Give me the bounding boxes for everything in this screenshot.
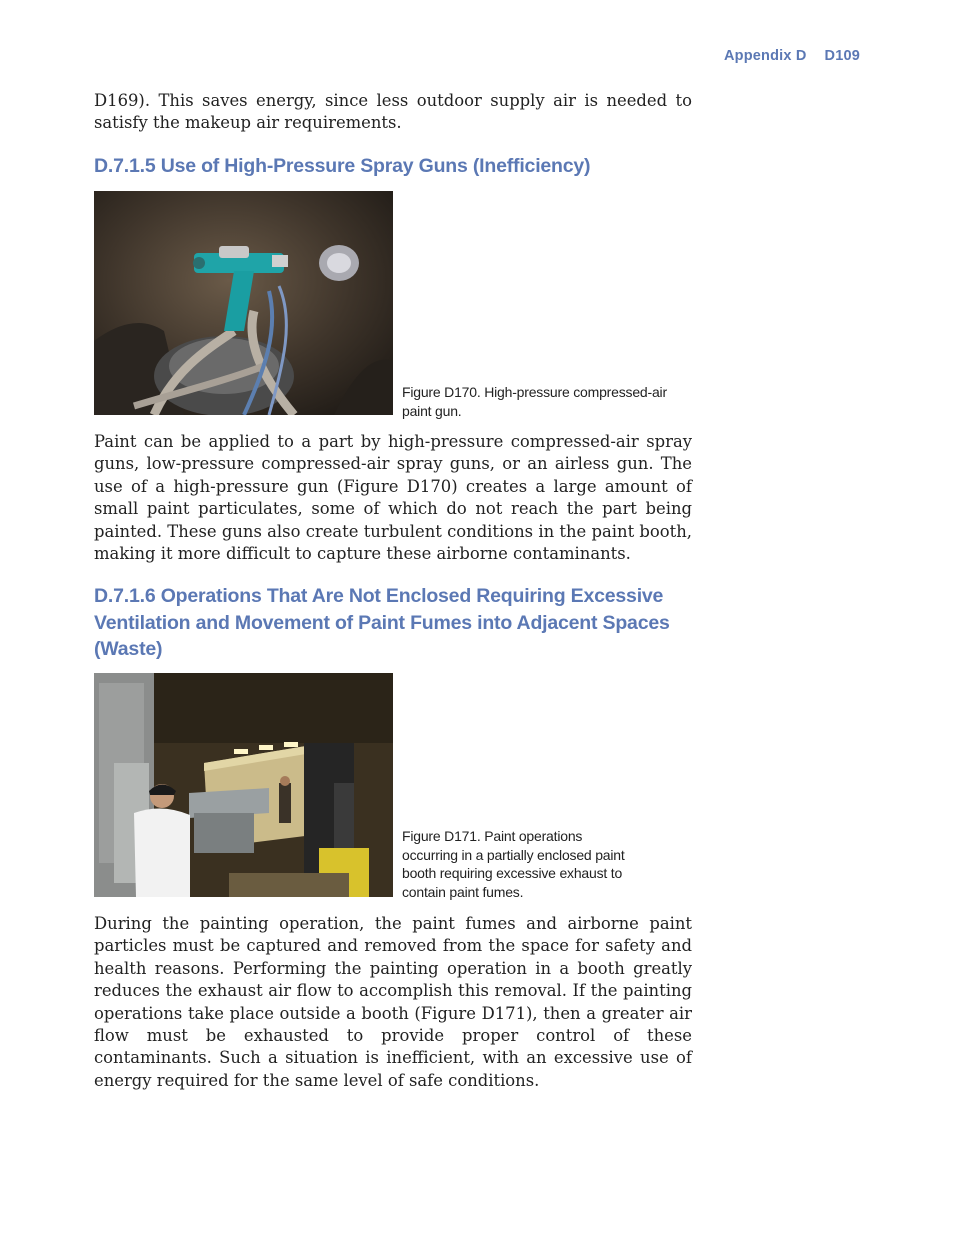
caption-line: paint gun. <box>402 402 462 419</box>
figure-d171-caption <box>402 827 692 901</box>
paragraph-intro: D169). This saves energy, since less outdoor supply air is needed to satisfy the makeup air requirements. <box>94 91 692 133</box>
caption-line: contain paint fumes. <box>402 883 524 900</box>
running-head-section: Appendix D <box>723 48 807 64</box>
page-number: D109 <box>824 48 860 64</box>
section-heading-d715: D.7.1.5 Use of High-Pressure Spray Guns (Inefficiency) <box>94 155 591 177</box>
heading-line: D.7.1.6 Operations That Are Not Enclosed Requiring Excessive <box>94 585 664 607</box>
heading-line: (Waste) <box>94 638 163 660</box>
paragraph-spray-guns: Paint can be applied to a part by high-pressure compressed-air spray guns, low-pressure compressed-air spray guns, or an airless gun. The use of a high-pressure gun (Figure D170) creates a large amount of small paint particulates, some of which do not reach the part being painted. These guns also create turbulent conditions in the paint booth, making it more difficult to capture these airborne contaminants. <box>94 432 692 564</box>
running-head <box>724 48 860 64</box>
caption-line: Figure D171. Paint operations <box>402 828 583 844</box>
caption-line: occurring in a partially enclosed paint <box>402 846 625 863</box>
caption-line: booth requiring excessive exhaust to <box>402 865 623 882</box>
heading-line: Ventilation and Movement of Paint Fumes into Adjacent Spaces <box>94 611 670 634</box>
section-heading-d716 <box>94 583 704 663</box>
figure-d170-caption <box>402 383 692 420</box>
paragraph-enclosure: During the painting operation, the paint fumes and airborne paint particles must be captured and removed from the space for safety and health reasons. Performing the painting operation in a booth greatly reduces the exhaust air flow to accomplish this removal. If the painting operations take place outside a booth (Figure D171), then a greater air flow must be exhausted to provide proper control of these contaminants. Such a situation is inefficient, with an excessive use of energy required for the same level of safe conditions. <box>94 914 692 1090</box>
caption-line: Figure D170. High-pressure compressed-air <box>402 384 667 400</box>
figure-d171-image <box>94 673 393 897</box>
figure-d170-image <box>94 191 393 415</box>
